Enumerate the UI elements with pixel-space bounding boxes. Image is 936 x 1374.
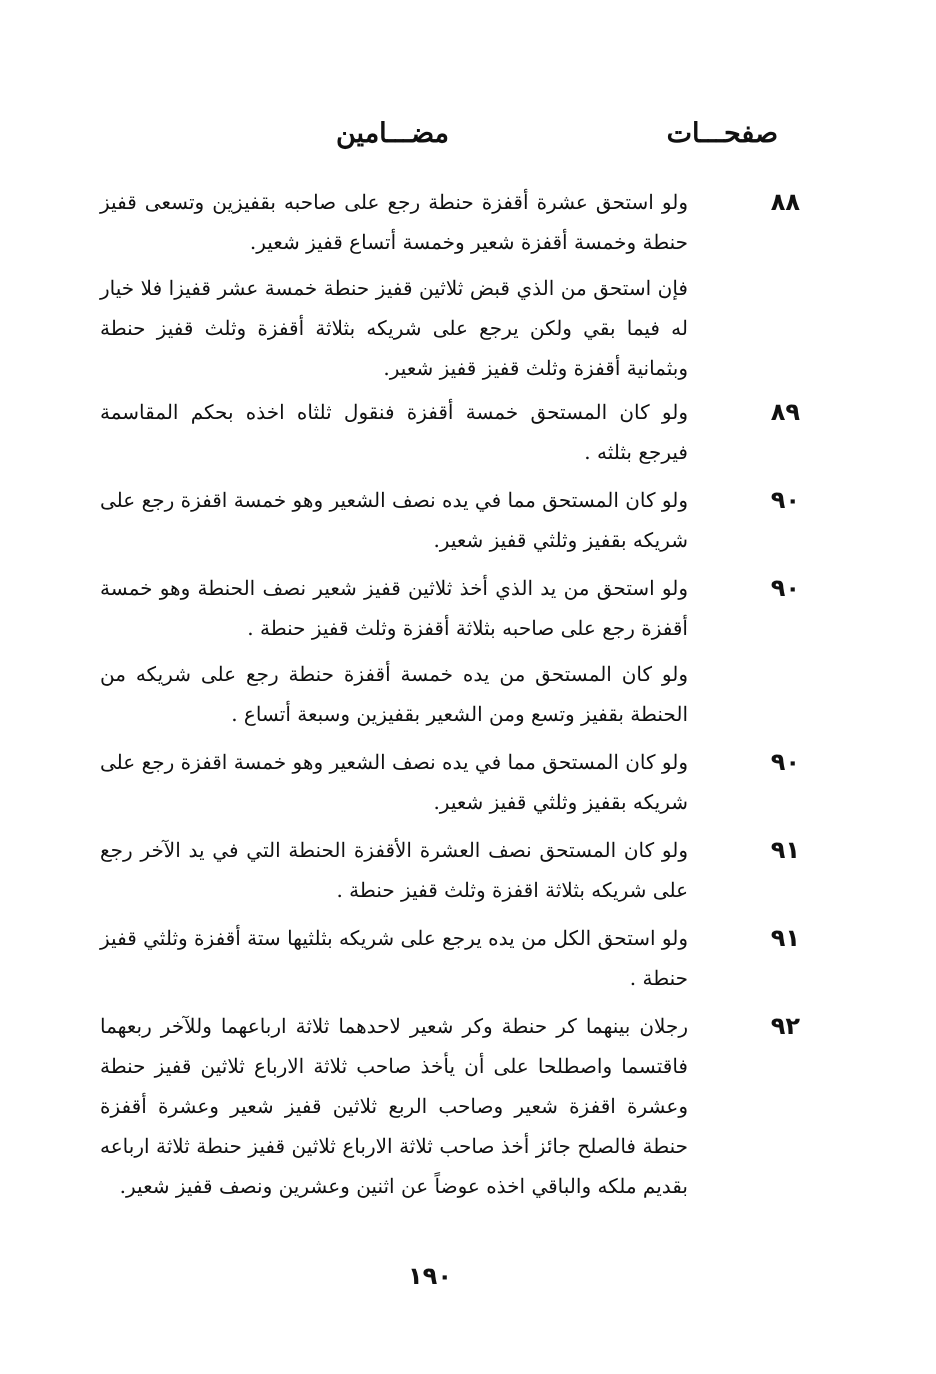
entry-text [100,1006,688,1206]
contents-column-header: مضـــامين [336,118,449,149]
entry-paragraph: ولو استحق من يد الذي أخذ ثلاثين قفيز شعير نصف الحنطة وهو خمسة أقفزة رجع على صاحبه بثلاثة أقفزة وثلث قفيز حنطة . [100,576,688,640]
entries-list [100,182,800,1206]
entry-paragraph: رجلان بينهما كر حنطة وكر شعير لاحدهما ثلاثة ارباعهما وللآخر ربعهما فاقتسما واصطلحا على أن يأخذ صاحب ثلاثة الارباع ثلاثين قفيز حنطة وعشرة اقفزة شعير وصاحب الربع ثلاثين قفيز شعير وعشرة أقفزة حنطة فالصلح جائز أخذ صاحب ثلاثة الارباع ثلاثين قفيز حنطة ثلاثة ارباعه بقديم ملكه والباقي اخذه عوضاً عن اثنين وعشرين ونصف قفيز شعير. [100,1014,688,1198]
page-number: ٩٠ [770,574,800,602]
list-item [100,918,800,998]
page-number: ٩١ [770,836,800,864]
list-item [100,1006,800,1206]
entry-paragraph: فإن استحق من الذي قبض ثلاثين قفيز حنطة خمسة عشر قفيزا فلا خيار له فيما بقي ولكن يرجع على شريكه بثلاثة أقفزة وثلث قفيز حنطة وبثمانية أقفزة وثلث قفيز قفيز شعير. [100,276,688,380]
page-number: ٨٩ [770,398,800,426]
page-number: ٨٨ [770,188,800,216]
entry-paragraph: ولو كان المستحق نصف العشرة الأقفزة الحنطة التي في يد الآخر رجع على شريكه بثلاثة اقفزة وثلث قفيز حنطة . [100,838,688,902]
entry-paragraph: ولو استحق عشرة أقفزة حنطة رجع على صاحبه بقفيزين وتسعى قفيز حنطة وخمسة أقفزة شعير وخمسة أتساع قفيز شعير. [100,190,688,254]
entry-paragraph: ولو استحق الكل من يده يرجع على شريكه بثلثيها ستة أقفزة وثلثي قفيز حنطة . [100,926,688,990]
list-item [100,742,800,822]
page-folio-number: ١٩٠ [408,1262,452,1290]
list-item [100,480,800,560]
list-item [100,568,800,734]
entry-paragraph: ولو كان المستحق من يده خمسة أقفزة حنطة رجع على شريكه من الحنطة بقفيز وتسع ومن الشعير بقفيزين وسبعة أتساع . [100,662,688,726]
page-number: ٩١ [770,924,800,952]
page-number: ٩٢ [770,1012,800,1040]
entry-text [100,392,688,472]
entry-text [100,742,688,822]
entry-text [100,918,688,998]
page-number: ٩٠ [770,486,800,514]
entry-paragraph: ولو كان المستحق خمسة أقفزة فنقول ثلثاه اخذه بحكم المقاسمة فيرجع بثلثه . [100,400,688,464]
list-item [100,830,800,910]
list-item [100,182,800,388]
entry-paragraph: ولو كان المستحق مما في يده نصف الشعير وهو خمسة اقفزة رجع على شريكه بقفيز وثلثي قفيز شعير. [100,488,688,552]
entry-text [100,480,688,560]
pages-column-header: صفحـــات [666,118,778,149]
page-number: ٩٠ [770,748,800,776]
entry-text [100,182,688,388]
list-item [100,392,800,472]
entry-text [100,830,688,910]
entry-text [100,568,688,734]
entry-paragraph: ولو كان المستحق مما في يده نصف الشعير وهو خمسة اقفزة رجع على شريكه بقفيز وثلثي قفيز شعير. [100,750,688,814]
